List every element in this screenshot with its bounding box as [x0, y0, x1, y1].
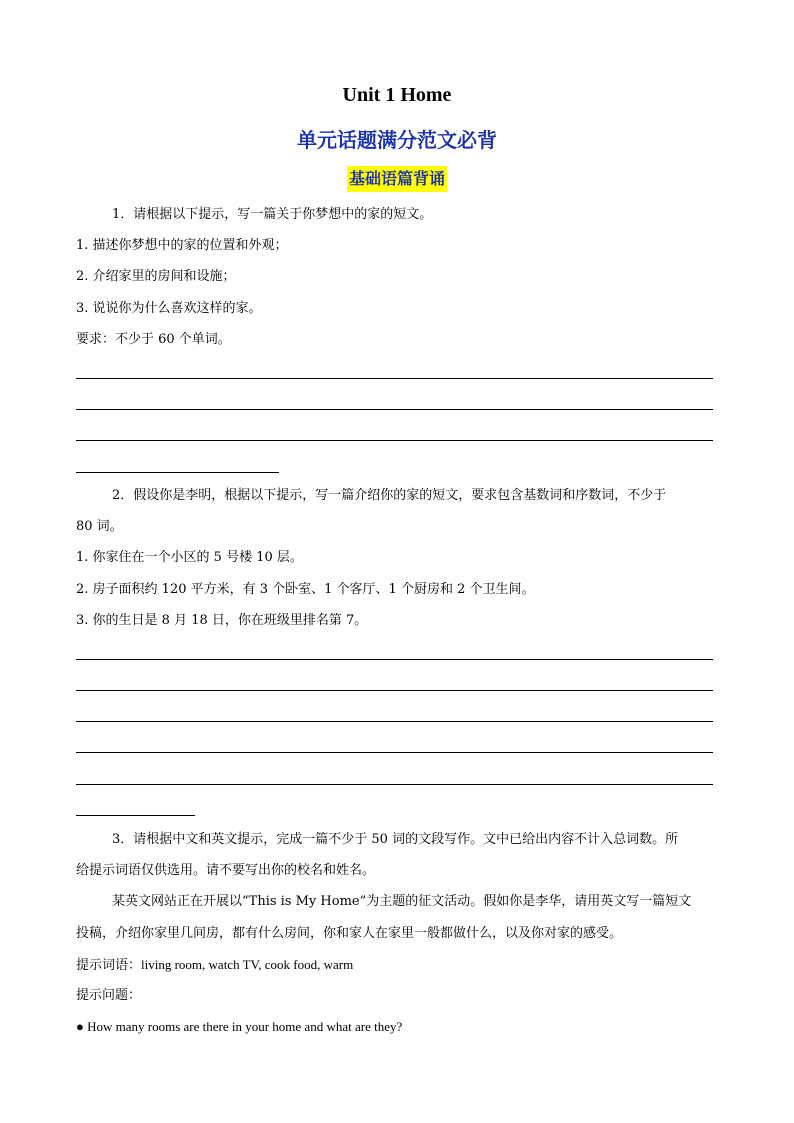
answer-line — [76, 409, 713, 410]
q1-item-1: 1. 描述你梦想中的家的位置和外观； — [76, 238, 288, 253]
subtitle-wrap — [0, 166, 794, 192]
answer-line — [76, 690, 713, 691]
q2-prompt-line2: 80 词。 — [76, 519, 123, 534]
hint-words-label: 提示词语： — [76, 958, 142, 973]
answer-line — [76, 378, 713, 379]
hint-words-text: living room, watch TV, cook food, warm — [141, 957, 354, 972]
q3-prompt-line1: 3．请根据中文和英文提示，完成一篇不少于 50 词的文段写作。文中已给出内容不计入总词数。所 — [112, 832, 679, 847]
q1-item-3: 3. 说说你为什么喜欢这样的家。 — [76, 301, 262, 316]
q1-requirement: 要求：不少于 60 个单词。 — [76, 332, 231, 347]
q3-question-1: ● How many rooms are there in your home and what are they? — [76, 1019, 403, 1034]
subtitle-highlight: 基础语篇背诵 — [347, 166, 447, 192]
q3-hint-words — [76, 956, 716, 975]
q2-prompt-line1: 2．假设你是李明，根据以下提示，写一篇介绍你的家的短文，要求包含基数词和序数词，不少于 — [112, 488, 667, 503]
answer-line — [76, 752, 713, 753]
q3-hint-questions-label: 提示问题： — [76, 988, 142, 1003]
answer-line-short — [76, 815, 195, 816]
q3-prompt-line2: 给提示词语仅供选用。请不要写出你的校名和姓名。 — [76, 863, 376, 878]
q2-item-2: 2. 房子面积约 120 平方米，有 3 个卧室、1 个客厅、1 个厨房和 2 个卫生间。 — [76, 582, 535, 597]
q3-context-line1: 某英文网站正在开展以“This is My Home”为主题的征文活动。假如你是李华，请用英文写一篇短文 — [112, 894, 692, 909]
q3-context-line2: 投稿，介绍你家里几间房，都有什么房间，你和家人在家里一般都做什么，以及你对家的感受。 — [76, 926, 623, 941]
answer-line — [76, 784, 713, 785]
unit-title: Unit 1 Home — [342, 84, 452, 106]
answer-line-short — [76, 472, 279, 473]
answer-line — [76, 440, 713, 441]
q2-item-1: 1. 你家住在一个小区的 5 号楼 10 层。 — [76, 550, 303, 565]
section-title: 单元话题满分范文必背 — [297, 128, 497, 152]
q2-item-3: 3. 你的生日是 8 月 18 日，你在班级里排名第 7。 — [76, 613, 368, 628]
q1-prompt: 1．请根据以下提示，写一篇关于你梦想中的家的短文。 — [112, 207, 433, 222]
q1-item-2: 2. 介绍家里的房间和设施； — [76, 269, 236, 284]
answer-line — [76, 659, 713, 660]
answer-line — [76, 721, 713, 722]
